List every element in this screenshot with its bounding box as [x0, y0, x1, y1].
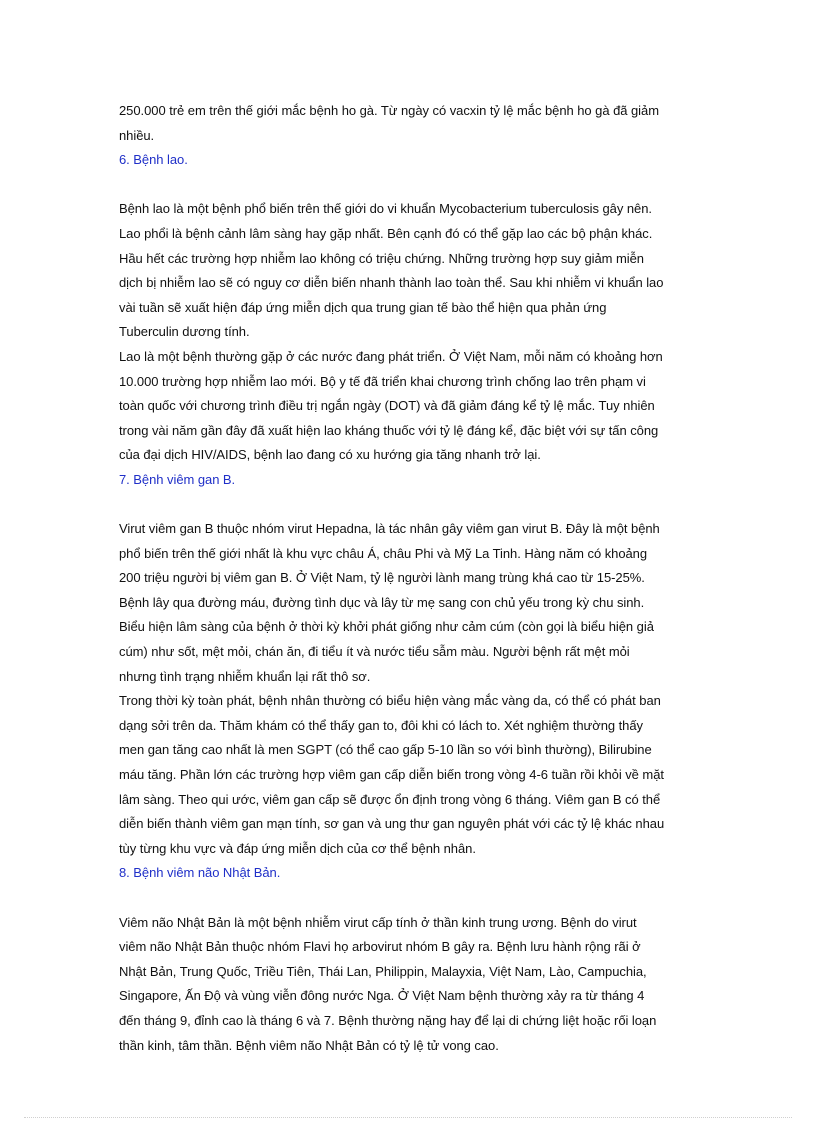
spacer — [119, 493, 689, 518]
section-heading-tuberculosis: 6. Bệnh lao. — [119, 152, 188, 168]
text-line: lâm sàng. Theo qui ước, viêm gan cấp sẽ được ổn định trong vòng 6 tháng. Viêm gan B có thể — [119, 791, 661, 807]
text-line: dịch bị nhiễm lao sẽ có nguy cơ diễn biến nhanh thành lao toàn thể. Sau khi nhiễm vi khuẩn lao — [119, 275, 664, 291]
text-line: Tuberculin dương tính. — [119, 324, 250, 340]
text-line: 250.000 trẻ em trên thế giới mắc bệnh ho gà. Từ ngày có vacxin tỷ lệ mắc bệnh ho gà đã giảm — [119, 103, 659, 118]
text-line: Lao là một bệnh thường gặp ở các nước đang phát triển. Ở Việt Nam, mỗi năm có khoảng hơn — [119, 348, 663, 364]
text-line: của đại dịch HIV/AIDS, bệnh lao đang có xu hướng gia tăng nhanh trở lại. — [119, 447, 541, 463]
page-bottom-rule — [24, 1117, 792, 1118]
text-line: Viêm não Nhật Bản là một bệnh nhiễm virut cấp tính ở thần kinh trung ương. Bệnh do virut — [119, 914, 637, 930]
text-line: viêm não Nhật Bản thuộc nhóm Flavi họ arbovirut nhóm B gây ra. Bệnh lưu hành rộng rãi ở — [119, 939, 641, 955]
text-line: nhiều. — [119, 127, 155, 143]
text-line: Bệnh lây qua đường máu, đường tình dục và lây từ mẹ sang con chủ yếu trong kỳ chu sinh. — [119, 594, 645, 610]
text-line: nhưng tình trạng nhiễm khuẩn lại rất thô sơ. — [119, 668, 371, 684]
text-line: Bệnh lao là một bệnh phổ biến trên thế giới do vi khuẩn Mycobacterium tuberculosis gây nên. — [119, 201, 652, 217]
spacer — [119, 886, 689, 911]
text-line: Nhật Bản, Trung Quốc, Triều Tiên, Thái Lan, Philippin, Malayxia, Việt Nam, Lào, Campuchia, — [119, 963, 647, 979]
text-line: 10.000 trường hợp nhiễm lao mới. Bộ y tế đã triển khai chương trình chống lao trên phạm vi — [119, 373, 646, 389]
text-line: diễn biến thành viêm gan mạn tính, sơ gan và ung thư gan nguyên phát với các tỷ lệ khác nhau — [119, 816, 665, 832]
text-line: Trong thời kỳ toàn phát, bệnh nhân thường có biểu hiện vàng mắc vàng da, có thể có phát ban — [119, 693, 661, 709]
text-line: máu tăng. Phần lớn các trường hợp viêm gan cấp diễn biến trong vòng 4-6 tuần rồi khỏi về mặt — [119, 767, 664, 783]
text-line: Singapore, Ấn Độ và vùng viễn đông nước Nga. Ở Việt Nam bệnh thường xảy ra từ tháng 4 — [119, 988, 645, 1004]
text-line: vài tuần sẽ xuất hiện đáp ứng miễn dịch qua trung gian tế bào thể hiện qua phản ứng — [119, 299, 607, 315]
text-line: trong vài năm gần đây đã xuất hiện lao kháng thuốc với tỷ lệ đáng kể, đặc biệt với sự tấn công — [119, 422, 659, 438]
text-line: 200 triệu người bị viêm gan B. Ở Việt Nam, tỷ lệ người lành mang trùng khá cao từ 15-25%. — [119, 570, 645, 586]
text-line: dạng sởi trên da. Thăm khám có thể thấy gan to, đôi khi có lách to. Xét nghiệm thường thấy — [119, 717, 643, 733]
text-line: toàn quốc với chương trình điều trị ngắn ngày (DOT) và đã giảm đáng kể tỷ lệ mắc. Tuy nhiên — [119, 398, 655, 414]
text-line: thần kinh, tâm thần. Bệnh viêm não Nhật Bản có tỷ lệ tử vong cao. — [119, 1037, 499, 1053]
text-line: đến tháng 9, đỉnh cao là tháng 6 và 7. Bệnh thường nặng hay để lại di chứng liệt hoặc rối loạn — [119, 1012, 657, 1028]
text-line: phổ biến trên thế giới nhất là khu vực châu Á, châu Phi và Mỹ La Tinh. Hàng năm có khoảng — [119, 545, 648, 561]
text-line: cúm) như sốt, mệt mỏi, chán ăn, đi tiểu ít và nước tiểu sẫm màu. Người bệnh rất mệt mỏi — [119, 644, 630, 660]
text-line: tùy từng khu vực và đáp ứng miễn dịch của cơ thể bệnh nhân. — [119, 840, 476, 856]
spacer — [119, 173, 689, 198]
section-heading-japanese-encephalitis: 8. Bệnh viêm não Nhật Bản. — [119, 865, 281, 881]
text-line: Hầu hết các trường hợp nhiễm lao không có triệu chứng. Những trường hợp suy giảm miễn — [119, 250, 644, 266]
document-page — [119, 99, 689, 1058]
text-line: men gan tăng cao nhất là men SGPT (có thể cao gấp 5-10 lần so với bình thường), Bilirubine — [119, 742, 652, 758]
text-line: Biểu hiện lâm sàng của bệnh ở thời kỳ khởi phát giống như cảm cúm (còn gọi là biểu hiện giả — [119, 619, 654, 635]
section-heading-hepatitis-b: 7. Bệnh viêm gan B. — [119, 471, 236, 487]
text-line: Lao phổi là bệnh cảnh lâm sàng hay gặp nhất. Bên cạnh đó có thể gặp lao các bộ phận khác. — [119, 225, 653, 241]
text-line: Virut viêm gan B thuộc nhóm virut Hepadna, là tác nhân gây viêm gan virut B. Đây là một bệnh — [119, 521, 660, 537]
